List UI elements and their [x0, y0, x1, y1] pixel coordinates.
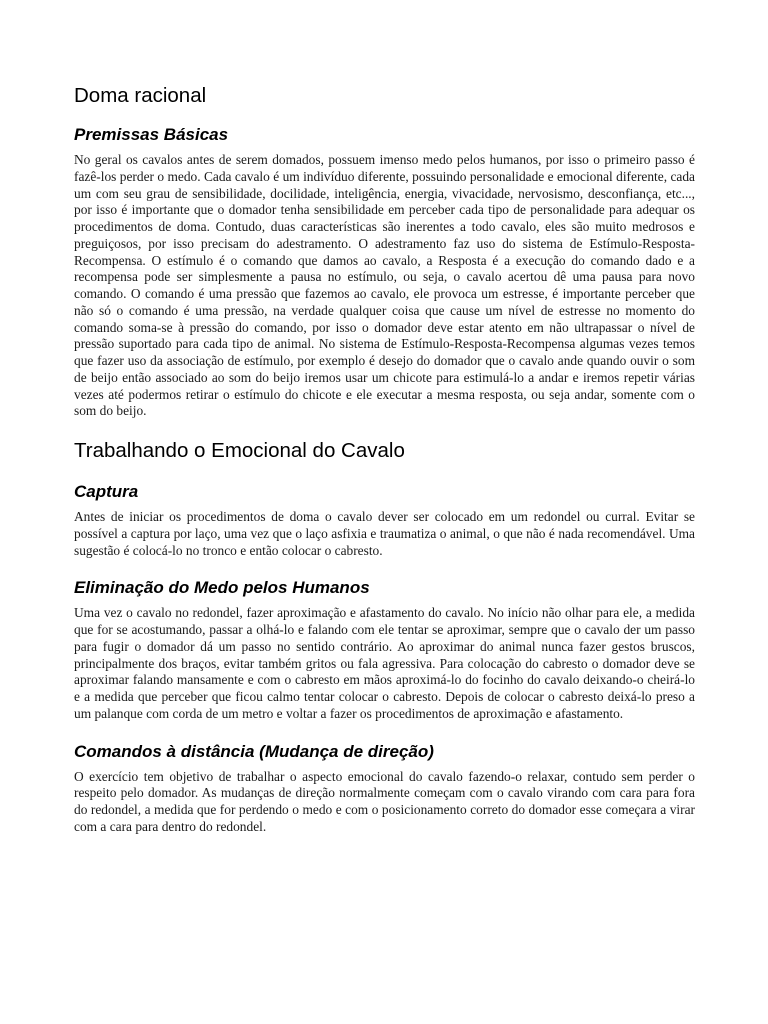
section-body-comandos-distancia: O exercício tem objetivo de trabalhar o aspecto emocional do cavalo fazendo-o relaxar, contudo sem perder o respeito pelo domador. As mudanças de direção normalmente começam com o cavalo virando com cara para fora do redondel, a medida que for perdendo o medo e com o posicionamento correto do domador esse começara a virar com a cara para dentro do redondel.: [74, 768, 695, 834]
section-heading-premissas-basicas: Premissas Básicas: [74, 125, 229, 144]
section-heading-comandos-distancia: Comandos à distância (Mudança de direção): [74, 741, 434, 761]
document-page: [74, 84, 695, 836]
section-heading-captura: Captura: [74, 482, 139, 501]
section-body-premissas-basicas: No geral os cavalos antes de serem domados, possuem imenso medo pelos humanos, por isso o primeiro passo é fazê-los perder o medo. Cada cavalo é um indivíduo diferente, possuindo personalidade e emocional diferente, cada um com seu grau de sensibilidade, docilidade, inteligência, energia, vivacidade, nervosismo, desconfiança, etc..., por isso é importante que o domador tenha sensibilidade em perceber cada tipo de personalidade para adequar os procedimentos de doma. Contudo, duas características são inerentes a todo cavalo, eles são muito medrosos e preguiçosos, por isso precisam do adestramento. O adestramento faz uso do sistema de Estímulo-Resposta-Recompensa. O estímulo é o comando que damos ao cavalo, a Resposta é a execução do comando dado e a recompensa pode ser simplesmente a pausa no estímulo, ou seja, o cavalo acertou dê uma pausa para novo comando. O comando é uma pressão que fazemos ao cavalo, ele provoca um estresse, é importante perceber que não só o comando é uma pressão, na verdade qualquer coisa que cause um nível de estresse no momento do comando soma-se à pressão do comando, por isso o domador deve estar atento em não ultrapassar o nível de pressão suportado para cada tipo de animal. No sistema de Estímulo-Resposta-Recompensa algumas vezes temos que fazer uso da associação de estímulo, por exemplo é desejo do domador que o cavalo ande quando ouvir o som de beijo então associado ao som do beijo iremos usar um chicote para estimulá-lo a andar e iremos repetir várias vezes até podermos retirar o estímulo do chicote e ele executar a mesma resposta, ou seja andar, somente com o som do beijo.: [74, 152, 695, 419]
document-title: Doma racional: [74, 84, 207, 107]
section-heading-eliminacao-medo: Eliminação do Medo pelos Humanos: [74, 578, 370, 598]
section-body-eliminacao-medo: Uma vez o cavalo no redondel, fazer aproximação e afastamento do cavalo. No início não olhar para ele, a medida que for se acostumando, passar a olhá-lo e falando com ele tentar se aproximar, sempre que o cavalo der um passo para fugir o domador dá um passo no sentido contrário. Ao aproximar do animal nunca fazer gestos bruscos, principalmente dos braços, evitar também gritos ou fala agressiva. Para colocação do cabresto o domador deve se aproximar falando mansamente e com o cabresto em mãos aproximá-lo do focinho do cavalo deixando-o cheirá-lo e a medida que perceber que ficou calmo tentar colocar o cabresto. Depois de colocar o cabresto deixá-lo preso a um palanque com corda de um metro e voltar a fazer os procedimentos de aproximação e afastamento.: [74, 605, 695, 721]
section-body-captura: Antes de iniciar os procedimentos de doma o cavalo dever ser colocado em um redondel ou curral. Evitar se possível a captura por laço, uma vez que o laço asfixia e traumatiza o animal, o que não é nada recomendável. Uma sugestão é colocá-lo no tronco e então colocar o cabresto.: [74, 509, 695, 558]
chapter-title: Trabalhando o Emocional do Cavalo: [74, 439, 405, 462]
